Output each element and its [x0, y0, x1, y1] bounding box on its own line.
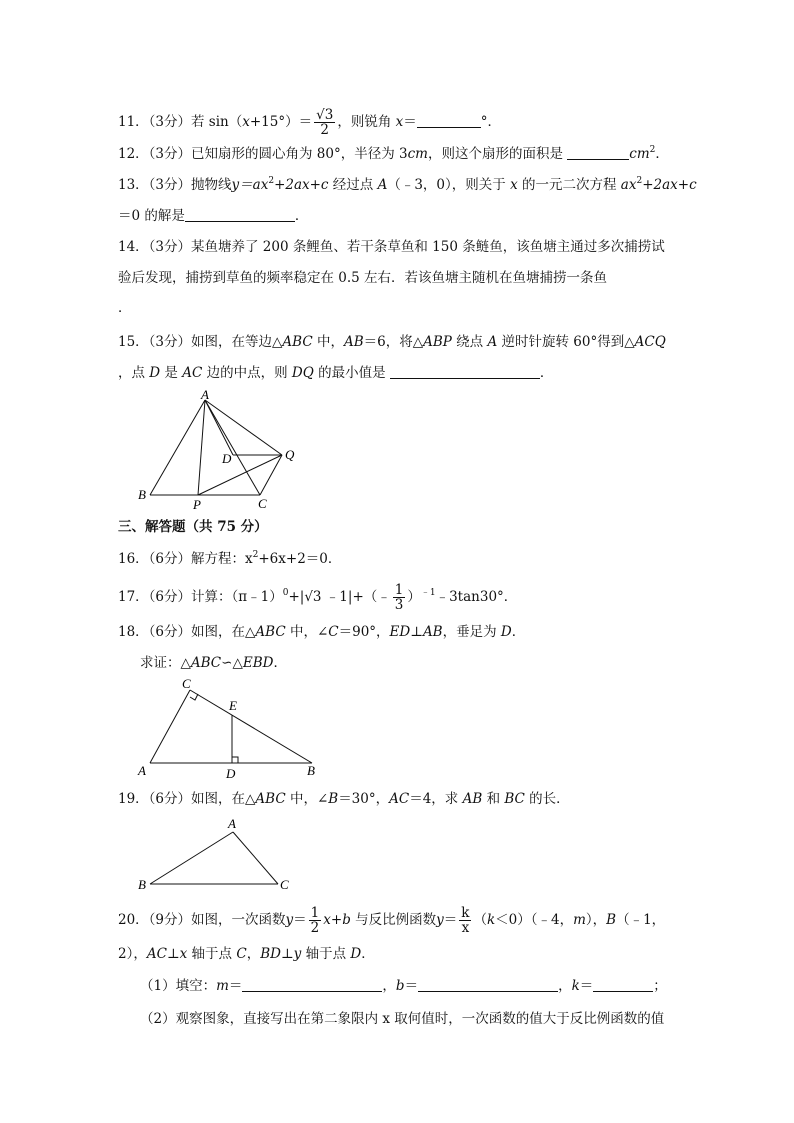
label-B: B — [138, 877, 146, 892]
q15-line1: 15．（3分）如图，在等边△ABC 中，AB＝6，将△ABP 绕点 A 逆时针旋转 60°得到△ACQ — [118, 334, 666, 350]
q17-fraction: $\frac{1}{3}$ — [394, 582, 404, 613]
q20-line3: （1）填空：m＝ ，b＝ ，k＝ ； — [140, 978, 667, 994]
label-C: C — [182, 676, 191, 691]
q14-line2: 验后发现，捕捞到草鱼的频率稳定在 0.5 左右．若该鱼塘主随机在鱼塘捕捞一条鱼 — [118, 270, 608, 286]
q20-line4: （2）观察图象，直接写出在第二象限内 x 取何值时，一次函数的值大于反比例函数的值 — [140, 1011, 665, 1027]
q15-triangle-figure — [130, 385, 310, 515]
q13-line2: ＝0 的解是 ． — [118, 208, 309, 224]
q12-answer-blank[interactable] — [567, 145, 629, 160]
q14-line1: 14．（3分）某鱼塘养了 200 条鲤鱼、若干条草鱼和 150 条鲢鱼，该鱼塘主通过多次捕捞试 — [118, 239, 665, 255]
q20-fraction-k: $\frac{k}{x}$ — [461, 905, 470, 936]
q11-answer-blank[interactable] — [417, 113, 481, 128]
label-B: B — [307, 763, 315, 778]
q16-line: 16．（6分）解方程：$x^2+6x+2=0$． — [118, 550, 342, 567]
q12-line: 12．（3分）已知扇形的圆心角为 80°，半径为 3cm，则这个扇形的面积是 $cm^2$． — [118, 145, 669, 162]
label-A: A — [138, 763, 146, 778]
q20-m-blank[interactable] — [242, 977, 382, 992]
label-D: D — [222, 451, 232, 466]
q20-fraction-half: $\frac{1}{2}$ — [310, 905, 320, 936]
label-C: C — [258, 496, 267, 511]
q13-line1: 13．（3分）抛物线$y=ax^2+2ax+c$ 经过点 A（﹣3，0），则关于 x 的一元二次方程 $ax^2+2ax+c$ — [118, 176, 697, 193]
label-A: A — [201, 387, 209, 402]
label-C: C — [280, 877, 289, 892]
label-B: B — [138, 487, 146, 502]
q11-line: 11．（3分）若 sin（x+15°）＝ $\frac{√3}{2}$ ，则锐角 x＝ °． — [118, 107, 501, 138]
q20-b-blank[interactable] — [418, 977, 558, 992]
q19-triangle-figure — [130, 812, 310, 892]
q15-answer-blank[interactable] — [390, 364, 540, 379]
q20-line2: 2），AC⊥x 轴于点 C，BD⊥y 轴于点 D． — [118, 946, 375, 962]
q17-line: 17．（6分）计算：（π﹣1）$^0$+|√3 ﹣1|+（﹣ $\frac{1}{3}$ ）$^{﹣1}$﹣3tan30°． — [118, 582, 518, 613]
q13-answer-blank[interactable] — [185, 207, 295, 222]
q18-line1: 18．（6分）如图，在△ABC 中，∠C＝90°，ED⊥AB，垂足为 D． — [118, 624, 526, 640]
q14-line3: ． — [118, 300, 132, 316]
label-A: A — [228, 816, 236, 831]
label-Q: Q — [285, 447, 295, 462]
q18-triangle-figure — [130, 675, 330, 785]
q19-line: 19．（6分）如图，在△ABC 中，∠B＝30°，AC＝4，求 AB 和 BC 的长． — [118, 791, 570, 807]
q15-line2: ，点 D 是 AC 边的中点，则 DQ 的最小值是 ． — [118, 365, 554, 381]
label-E: E — [229, 698, 237, 713]
q20-line1: 20．（9分）如图，一次函数y＝ $\frac{1}{2}$ x+b 与反比例函数y＝ $\frac{k}{x}$ （k＜0）（﹣4，m），B（﹣1， — [118, 905, 666, 936]
label-D: D — [226, 766, 236, 781]
q11-fraction: $\frac{√3}{2}$ — [316, 107, 334, 138]
q18-line2: 求证：△ABC∽△EBD． — [140, 655, 287, 671]
q20-k-blank[interactable] — [593, 977, 653, 992]
label-P: P — [193, 497, 201, 512]
section-3-title: 三、解答题（共 75 分） — [118, 519, 268, 535]
